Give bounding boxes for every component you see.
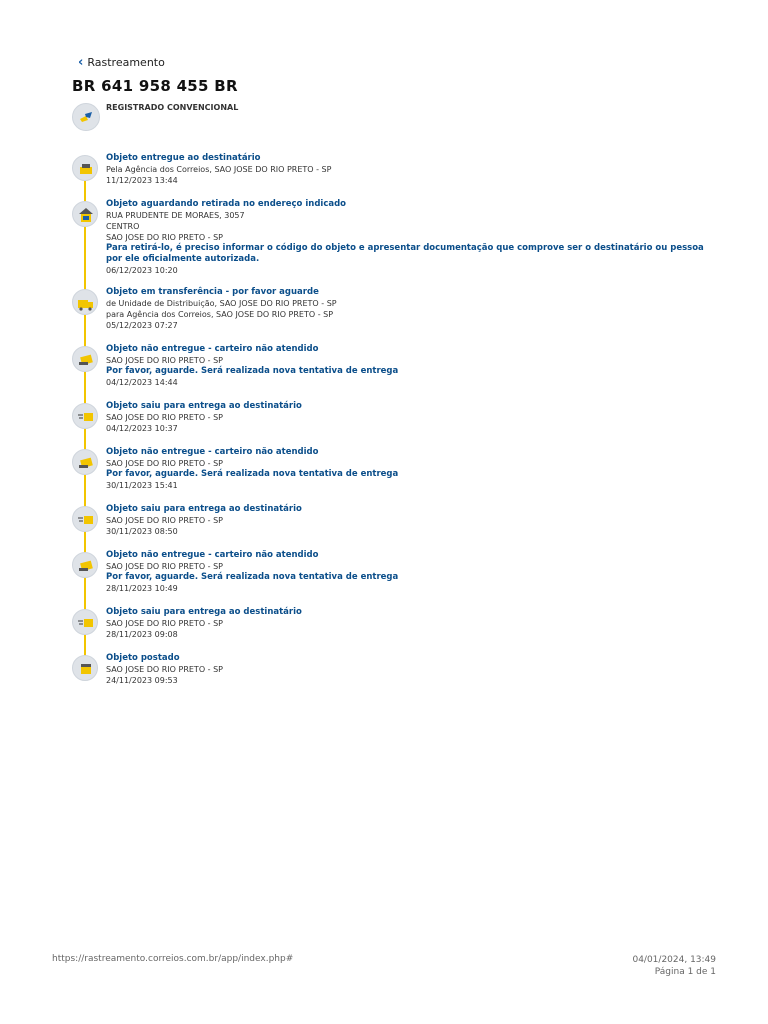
event-item [106, 653, 706, 686]
transfer-truck-icon [72, 289, 98, 315]
out-for-delivery-icon [72, 403, 98, 429]
event-title: Objeto postado [106, 653, 180, 663]
event-location-line: SAO JOSE DO RIO PRETO - SP [106, 516, 223, 525]
event-title: Objeto saiu para entrega ao destinatário [106, 504, 302, 514]
event-note: Por favor, aguarde. Será realizada nova tentativa de entrega [106, 469, 399, 479]
event-location-line: de Unidade de Distribuição, SAO JOSE DO RIO PRETO - SP [106, 299, 337, 308]
event-title: Objeto não entregue - carteiro não atendido [106, 447, 319, 457]
event-timestamp: 04/12/2023 10:37 [106, 424, 178, 433]
back-link[interactable] [78, 56, 165, 69]
event-location-line: SAO JOSE DO RIO PRETO - SP [106, 233, 223, 242]
event-item [106, 447, 706, 491]
event-location-line: para Agência dos Correios, SAO JOSE DO RIO PRETO - SP [106, 310, 334, 319]
event-item [106, 287, 706, 331]
event-item [106, 550, 706, 594]
chevron-left-icon: ‹ [78, 55, 84, 70]
tracking-code: BR 641 958 455 BR [72, 77, 238, 95]
event-timestamp: 28/11/2023 09:08 [106, 630, 178, 639]
event-location-line: CENTRO [106, 222, 140, 231]
not-delivered-icon [72, 449, 98, 475]
event-timestamp: 24/11/2023 09:53 [106, 676, 178, 685]
event-item [106, 607, 706, 640]
event-title: Objeto entregue ao destinatário [106, 153, 261, 163]
event-timestamp: 30/11/2023 15:41 [106, 481, 178, 490]
event-location-line: Pela Agência dos Correios, SAO JOSE DO RIO PRETO - SP [106, 165, 332, 174]
pickup-waiting-icon [72, 201, 98, 227]
not-delivered-icon [72, 552, 98, 578]
posted-icon [72, 655, 98, 681]
delivered-icon [72, 155, 98, 181]
event-title: Objeto não entregue - carteiro não atendido [106, 344, 319, 354]
event-note: Para retirá-lo, é preciso informar o código do objeto e apresentar documentação que comprove ser o destinatário ou pessoa por ele oficialmente autorizada. [106, 243, 704, 264]
event-item [106, 504, 706, 537]
event-timestamp: 04/12/2023 14:44 [106, 378, 178, 387]
event-location-line: SAO JOSE DO RIO PRETO - SP [106, 459, 223, 468]
back-label: Rastreamento [87, 56, 165, 69]
event-timestamp: 05/12/2023 07:27 [106, 321, 178, 330]
event-item [106, 199, 706, 276]
event-item [106, 344, 706, 388]
event-title: Objeto saiu para entrega ao destinatário [106, 607, 302, 617]
event-location-line: SAO JOSE DO RIO PRETO - SP [106, 413, 223, 422]
not-delivered-icon [72, 346, 98, 372]
event-location-line: SAO JOSE DO RIO PRETO - SP [106, 619, 223, 628]
event-location-line: SAO JOSE DO RIO PRETO - SP [106, 665, 223, 674]
event-timestamp: 30/11/2023 08:50 [106, 527, 178, 536]
event-location-line: SAO JOSE DO RIO PRETO - SP [106, 562, 223, 571]
out-for-delivery-icon [72, 609, 98, 635]
footer-url: https://rastreamento.correios.com.br/app/index.php# [52, 954, 294, 964]
event-timestamp: 11/12/2023 13:44 [106, 176, 178, 185]
event-timestamp: 28/11/2023 10:49 [106, 584, 178, 593]
out-for-delivery-icon [72, 506, 98, 532]
event-timestamp: 06/12/2023 10:20 [106, 266, 178, 275]
event-title: Objeto aguardando retirada no endereço indicado [106, 199, 347, 209]
event-location-line: RUA PRUDENTE DE MORAES, 3057 [106, 211, 245, 220]
event-title: Objeto não entregue - carteiro não atendido [106, 550, 319, 560]
event-item [106, 153, 706, 186]
event-title: Objeto saiu para entrega ao destinatário [106, 401, 302, 411]
event-location-line: SAO JOSE DO RIO PRETO - SP [106, 356, 223, 365]
service-label: REGISTRADO CONVENCIONAL [106, 103, 239, 112]
service-icon [72, 103, 100, 131]
event-note: Por favor, aguarde. Será realizada nova tentativa de entrega [106, 572, 399, 582]
footer-datetime: 04/01/2024, 13:49 [632, 955, 716, 965]
event-title: Objeto em transferência - por favor aguarde [106, 287, 319, 297]
event-item [106, 401, 706, 434]
footer-page: Página 1 de 1 [654, 967, 716, 977]
event-note: Por favor, aguarde. Será realizada nova tentativa de entrega [106, 366, 399, 376]
footer-info [632, 954, 716, 978]
